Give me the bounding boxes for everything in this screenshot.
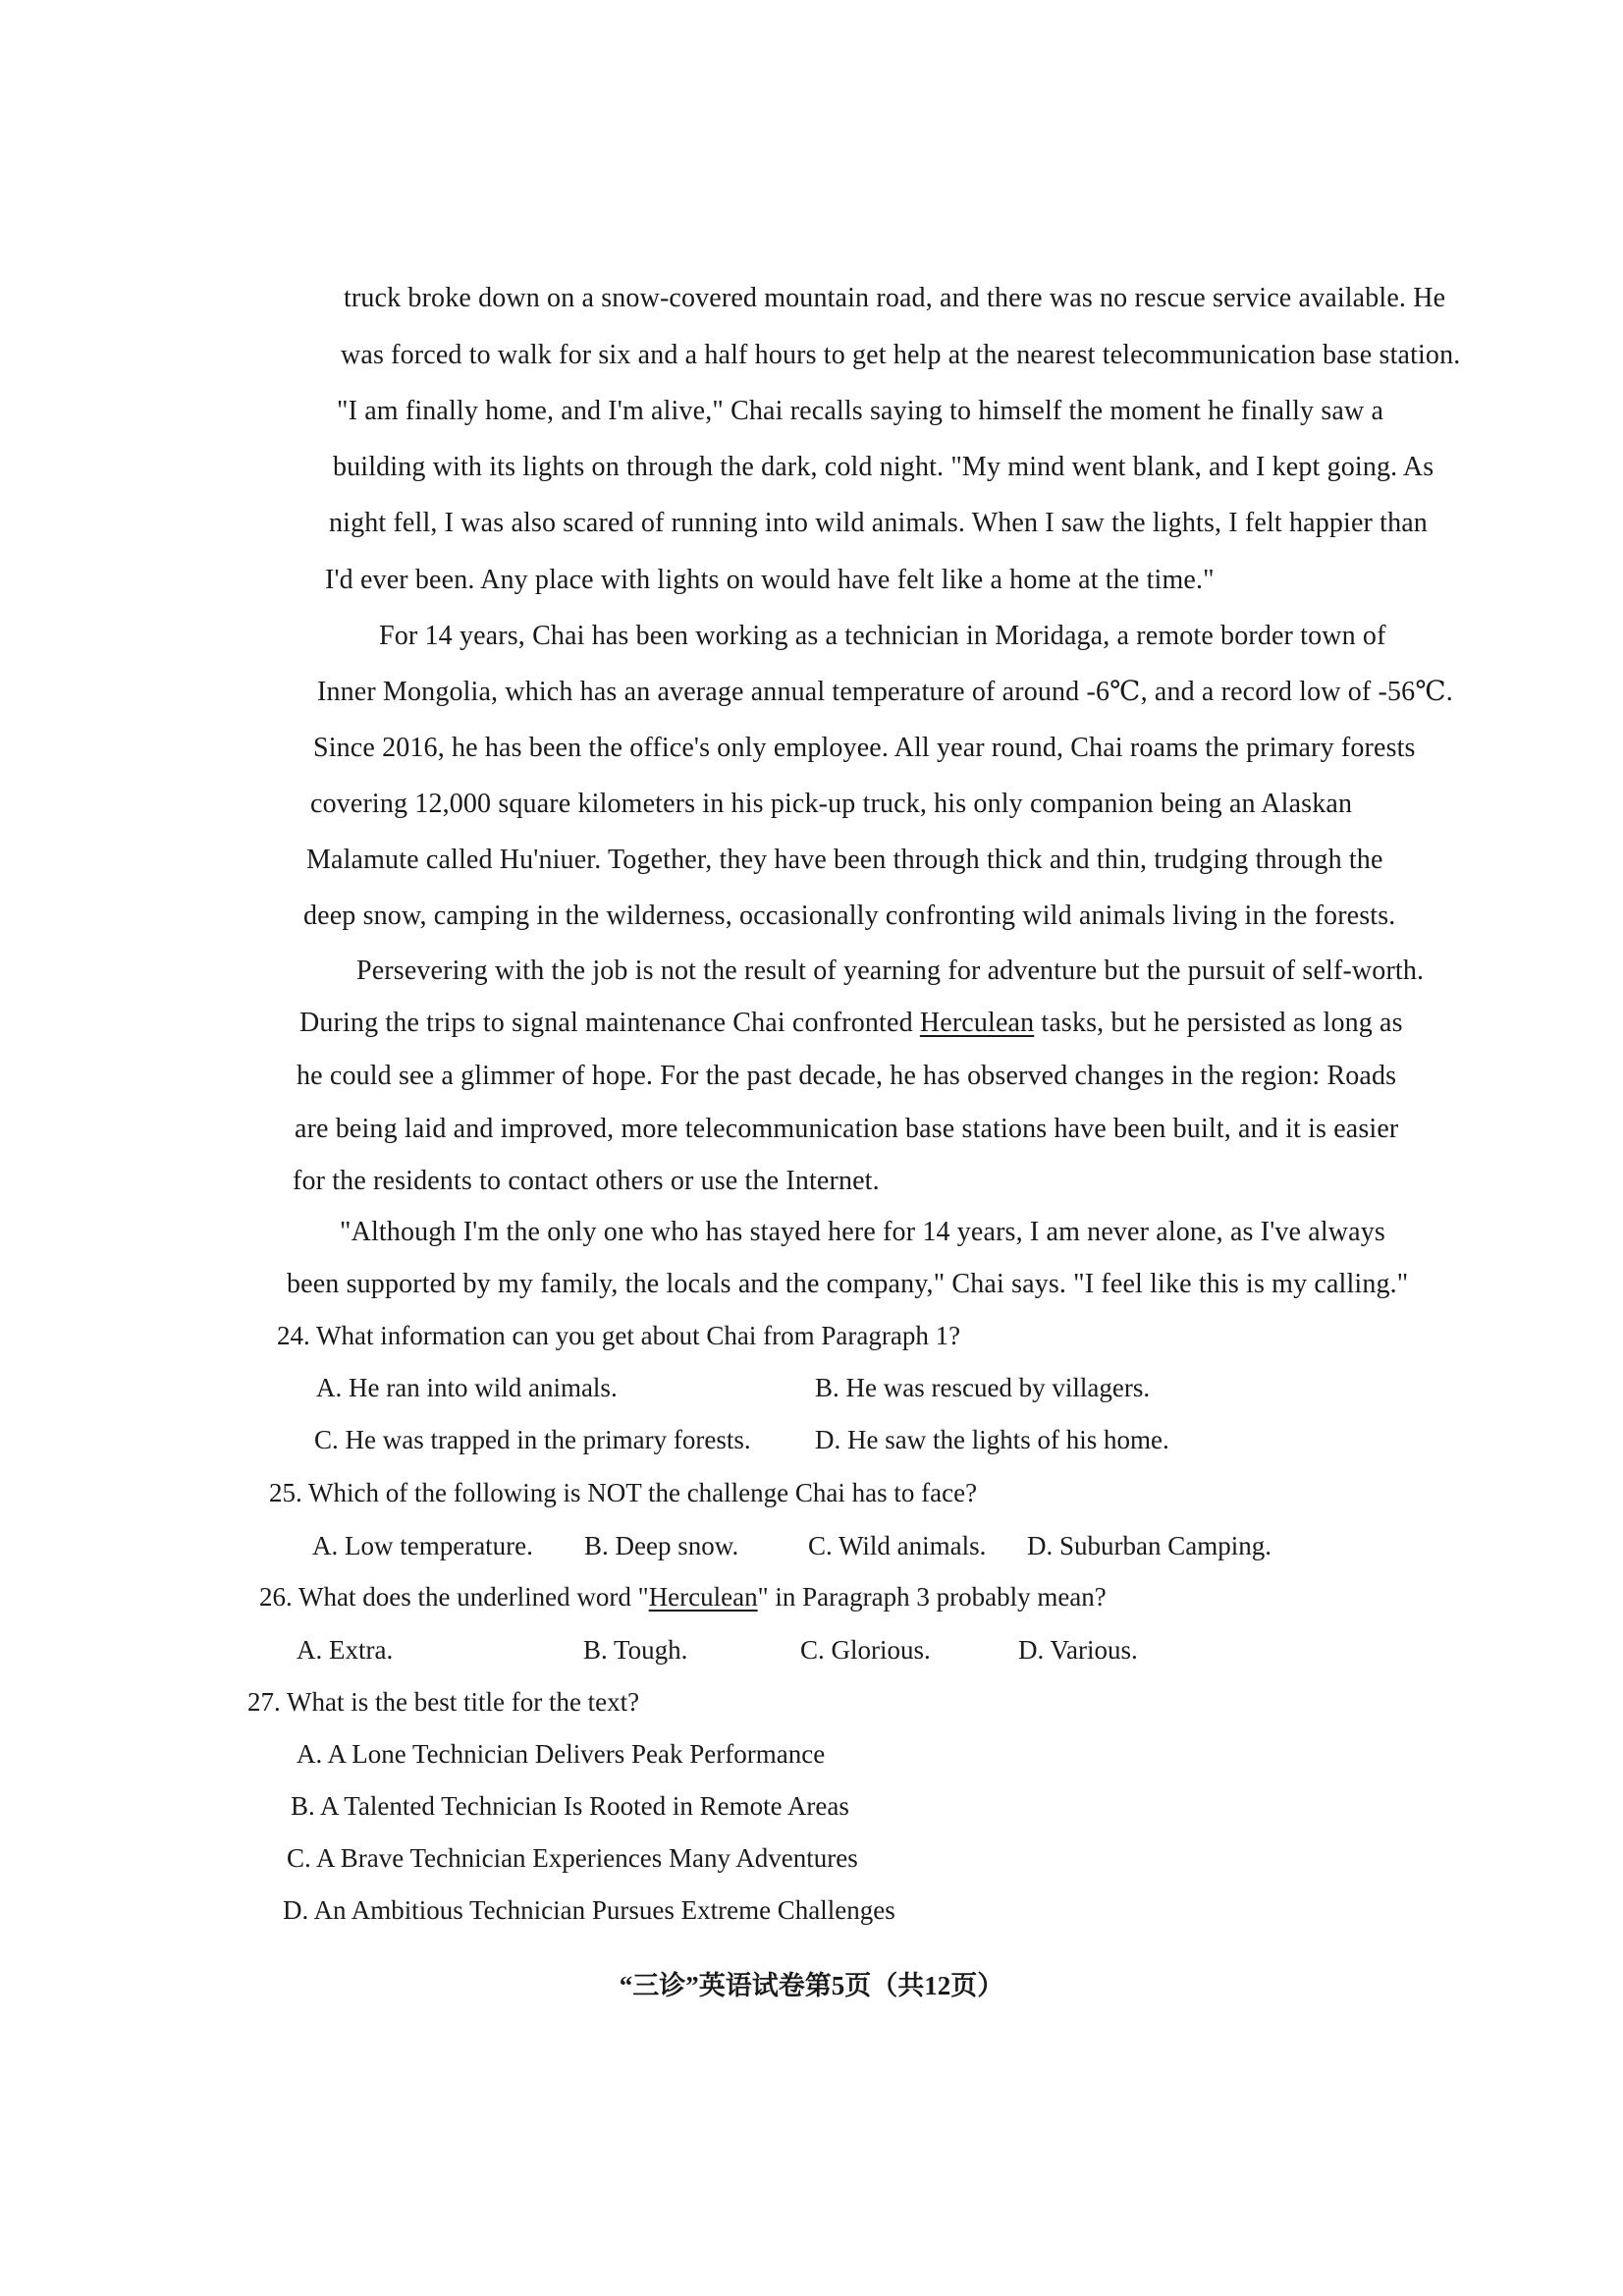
p3-line-2-pre: During the trips to signal maintenance Chai confronted <box>299 1008 920 1038</box>
question-26-stem <box>259 1579 1107 1614</box>
question-27-option-c: C. A Brave Technician Experiences Many Adventures <box>287 1843 858 1873</box>
question-26-option-b: B. Tough. <box>583 1635 688 1665</box>
question-24-option-a: A. He ran into wild animals. <box>316 1373 618 1402</box>
question-27-option-a: A. A Lone Technician Delivers Peak Performance <box>297 1739 826 1769</box>
p3-line-2 <box>299 1006 1403 1041</box>
p3-line-5: for the residents to contact others or use the Internet. <box>293 1166 880 1196</box>
question-26-option-a: A. Extra. <box>297 1635 394 1665</box>
p3-line-4: are being laid and improved, more telecommunication base stations have been built, and it is easier <box>295 1114 1399 1144</box>
p4-line-2: been supported by my family, the locals and the company," Chai says. "I feel like this is my calling." <box>287 1269 1409 1299</box>
question-27-option-b: B. A Talented Technician Is Rooted in Remote Areas <box>291 1791 849 1821</box>
question-26-option-c: C. Glorious. <box>800 1635 931 1665</box>
question-24-option-b: B. He was rescued by villagers. <box>815 1373 1151 1402</box>
question-24-option-d: D. He saw the lights of his home. <box>815 1425 1169 1454</box>
p2-line-3: Since 2016, he has been the office's only employee. All year round, Chai roams the primary forests <box>313 733 1416 763</box>
p1-line-2: was forced to walk for six and a half hours to get help at the nearest telecommunication base station. <box>341 340 1461 370</box>
p1-line-5: night fell, I was also scared of running into wild animals. When I saw the lights, I felt happier than <box>329 508 1428 538</box>
question-27-stem: 27. What is the best title for the text? <box>247 1687 640 1717</box>
question-27-option-d: D. An Ambitious Technician Pursues Extreme Challenges <box>283 1895 895 1925</box>
question-24-stem: 24. What information can you get about Chai from Paragraph 1? <box>277 1321 961 1350</box>
question-25-option-b: B. Deep snow. <box>584 1531 739 1560</box>
p2-line-1: For 14 years, Chai has been working as a technician in Moridaga, a remote border town of <box>379 621 1386 651</box>
underlined-word-herculean: Herculean <box>919 1008 1035 1038</box>
question-26-underlined-word: Herculean <box>648 1582 758 1612</box>
question-25-option-c: C. Wild animals. <box>808 1531 987 1560</box>
p2-line-6: deep snow, camping in the wilderness, occasionally confronting wild animals living in the forests. <box>303 901 1396 931</box>
question-26-stem-pre: 26. What does the underlined word " <box>259 1582 649 1612</box>
question-26-stem-post: " in Paragraph 3 probably mean? <box>757 1582 1107 1612</box>
p1-line-1: truck broke down on a snow-covered mountain road, and there was no rescue service available. He <box>344 283 1446 313</box>
question-26-option-d: D. Various. <box>1018 1635 1138 1665</box>
page-footer: “三诊”英语试卷第5页（共12页） <box>619 1971 1004 2000</box>
p3-line-3: he could see a glimmer of hope. For the past decade, he has observed changes in the region: Roads <box>297 1061 1397 1091</box>
p3-line-1: Persevering with the job is not the result of yearning for adventure but the pursuit of self-worth. <box>356 956 1425 986</box>
p3-line-2-post: tasks, but he persisted as long as <box>1034 1008 1403 1038</box>
p2-line-4: covering 12,000 square kilometers in his pick-up truck, his only companion being an Alaskan <box>310 789 1353 819</box>
p1-line-4: building with its lights on through the dark, cold night. "My mind went blank, and I kept going. As <box>333 452 1434 482</box>
p1-line-3: "I am finally home, and I'm alive," Chai recalls saying to himself the moment he finally saw a <box>337 396 1384 426</box>
p4-line-1: "Although I'm the only one who has stayed here for 14 years, I am never alone, as I've always <box>340 1217 1385 1247</box>
p1-line-6: I'd ever been. Any place with lights on would have felt like a home at the time." <box>325 565 1215 595</box>
p2-line-2: Inner Mongolia, which has an average annual temperature of around -6℃, and a record low of -56℃. <box>317 677 1453 707</box>
question-24-option-c: C. He was trapped in the primary forests. <box>314 1425 751 1454</box>
p2-line-5: Malamute called Hu'niuer. Together, they have been through thick and thin, trudging through the <box>306 845 1383 875</box>
question-25-stem: 25. Which of the following is NOT the challenge Chai has to face? <box>269 1478 978 1507</box>
question-25-option-d: D. Suburban Camping. <box>1027 1531 1271 1560</box>
question-25-option-a: A. Low temperature. <box>312 1531 533 1560</box>
